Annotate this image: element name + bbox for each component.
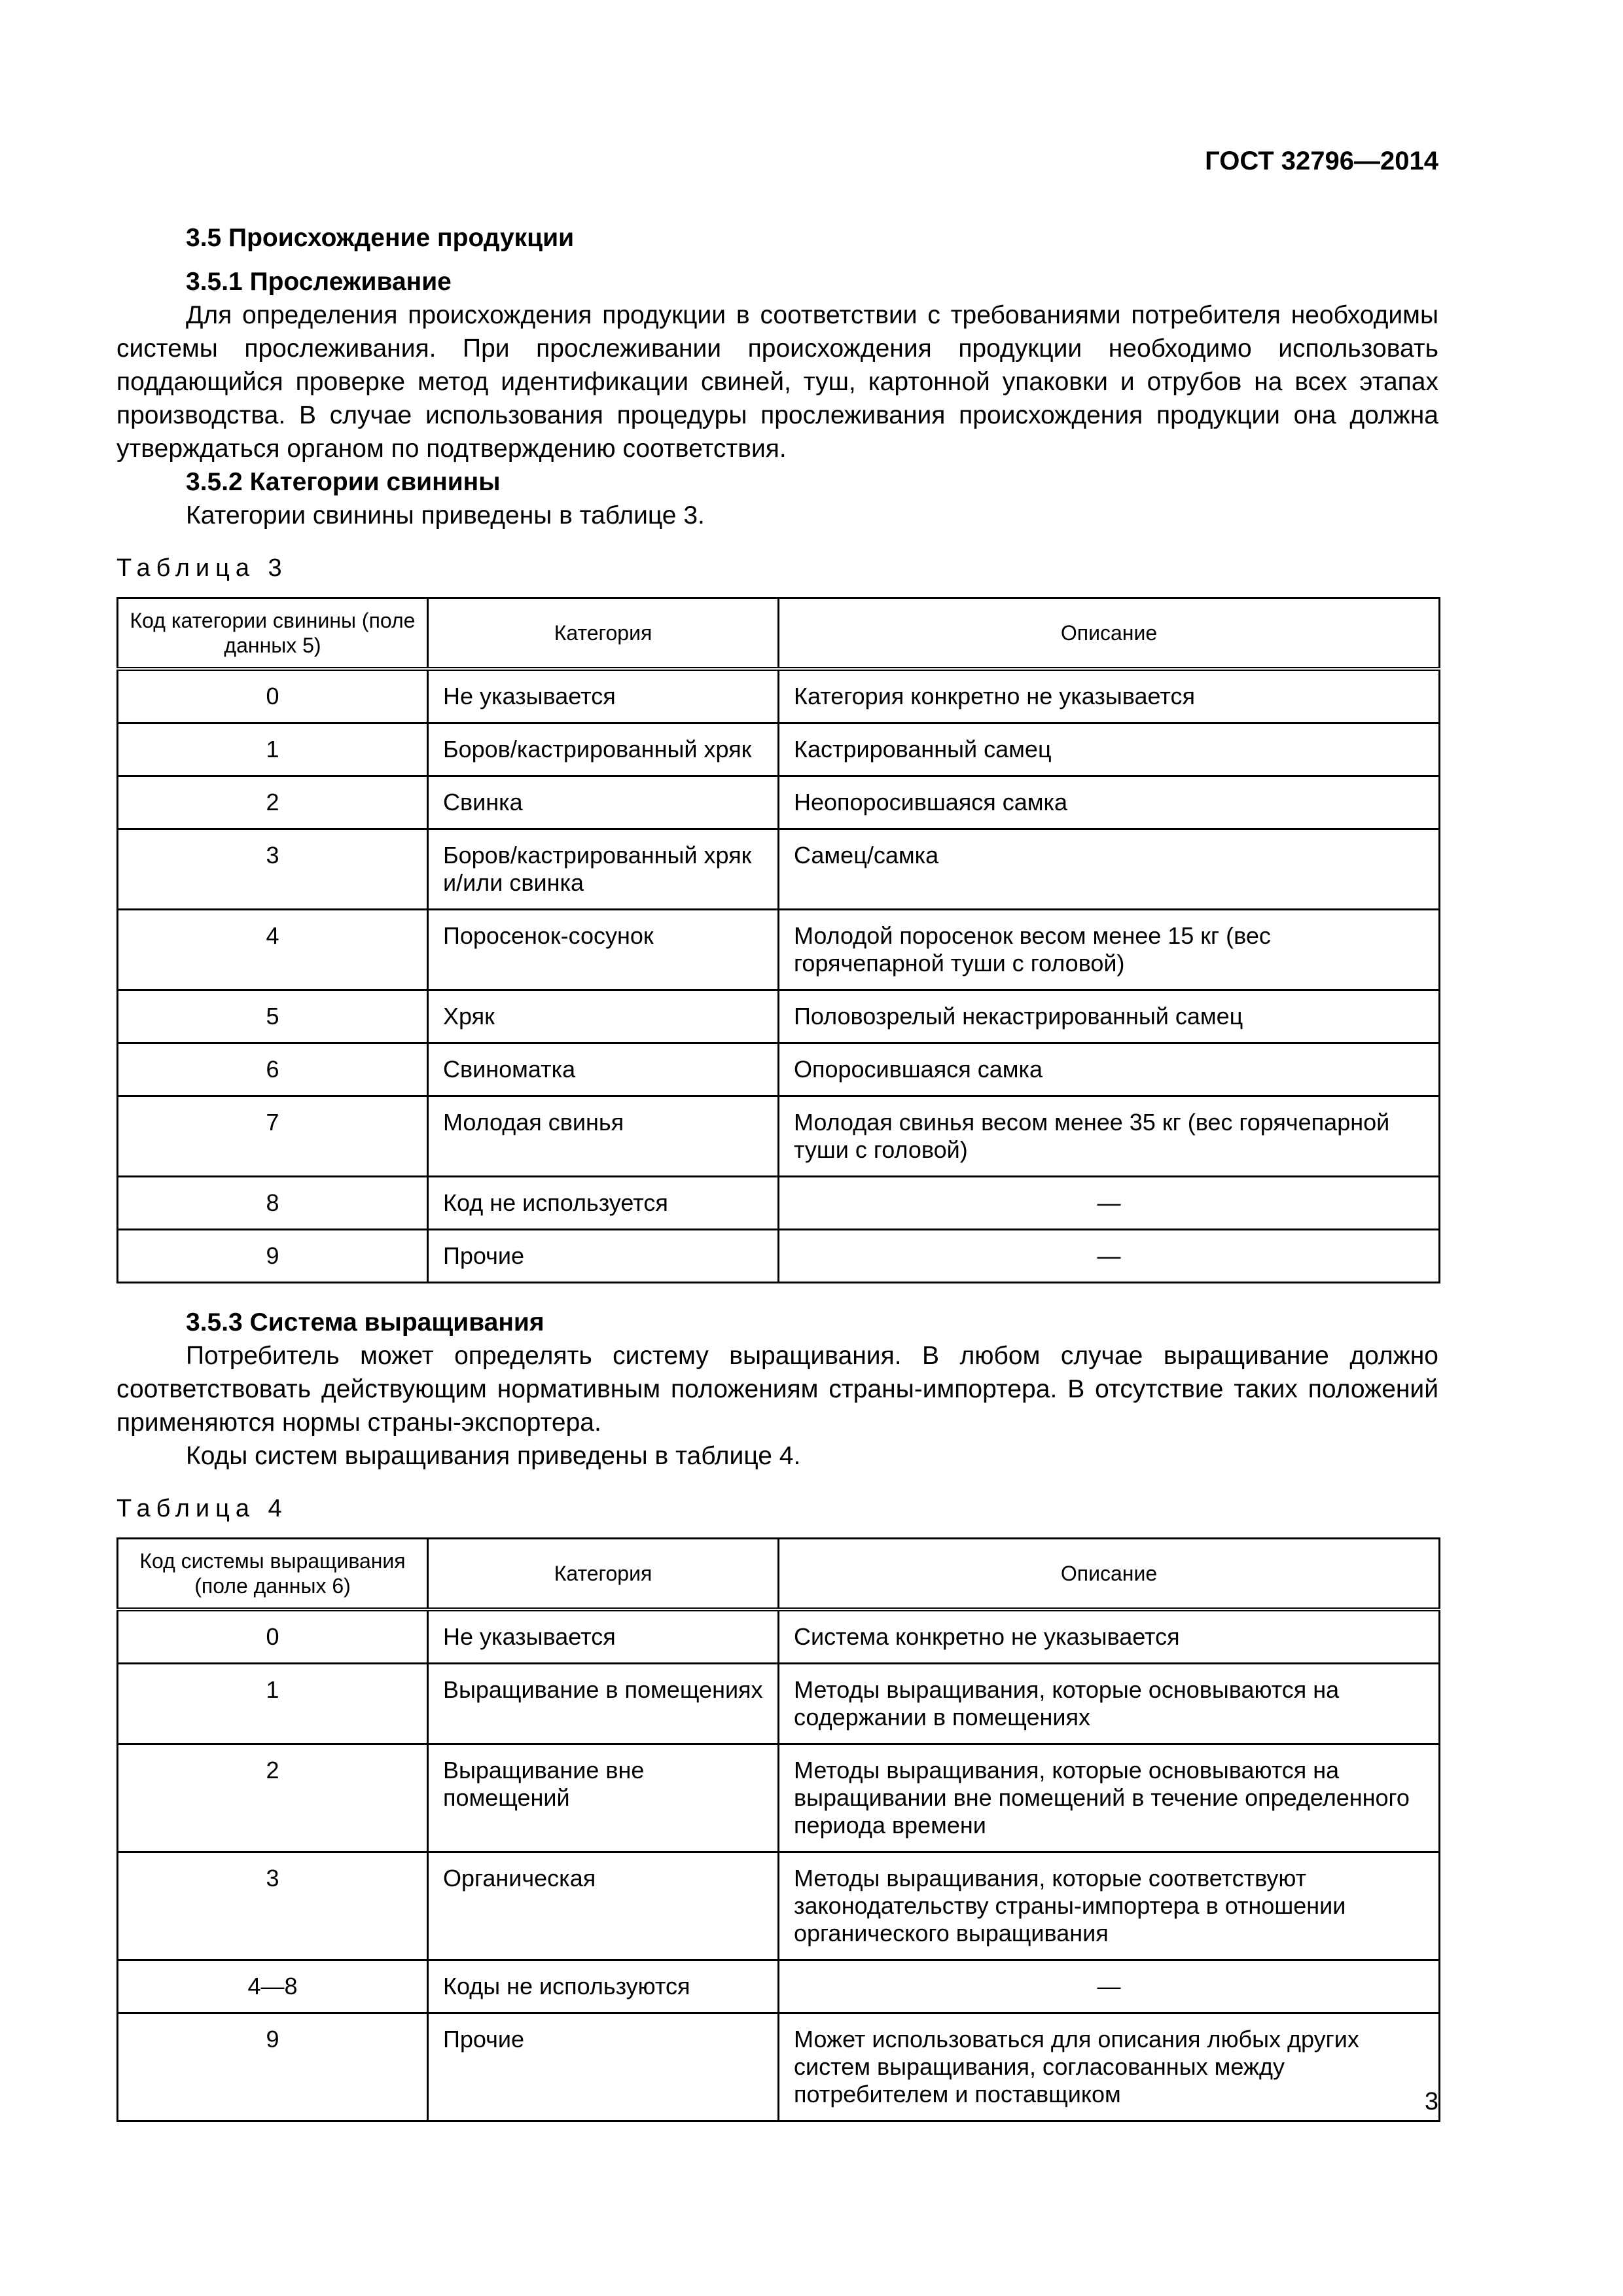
description-cell: Система конкретно не указывается: [779, 1609, 1440, 1664]
table-row: [118, 669, 1440, 723]
table-3-caption: Таблица 3: [116, 554, 288, 582]
table-row: [118, 829, 1440, 910]
description-cell: Методы выращивания, которые основываются на содержании в помещениях: [779, 1664, 1440, 1744]
category-cell: Свиноматка: [428, 1043, 779, 1096]
table-row: [118, 1230, 1440, 1283]
code-cell: 1: [118, 1664, 428, 1744]
category-cell: Свинка: [428, 776, 779, 829]
code-cell: 4: [118, 910, 428, 990]
description-cell: —: [779, 1960, 1440, 2013]
description-cell: Методы выращивания, которые основываются на выращивании вне помещений в течение определенного периода времени: [779, 1744, 1440, 1852]
table-4-caption: Таблица 4: [116, 1495, 288, 1522]
table-row: [118, 1664, 1440, 1744]
section-3-5-1-paragraph: Для определения происхождения продукции в соответствии с требованиями потребителя необходимы системы прослеживания. При прослеживании происхождения продукции необходимо использовать поддающийся проверке метод идентификации свиней, туш, картонной упаковки и отрубов на всех этапах производства. В случае использования процедуры прослеживания происхождения продукции она должна утверждаться органом по подтверждению соответствия.: [116, 301, 1438, 463]
code-cell: 2: [118, 776, 428, 829]
description-cell: Опоросившаяся самка: [779, 1043, 1440, 1096]
description-cell: Самец/самка: [779, 829, 1440, 910]
description-cell: Молодая свинья весом менее 35 кг (вес горячепарной туши с головой): [779, 1096, 1440, 1177]
code-cell: 0: [118, 1609, 428, 1664]
section-3-5-3-paragraph-2: Коды систем выращивания приведены в таблице 4.: [186, 1442, 801, 1470]
category-cell: Молодая свинья: [428, 1096, 779, 1177]
category-cell: Боров/кастрированный хряк: [428, 723, 779, 776]
page-number: 3: [1424, 2088, 1438, 2115]
category-cell: Боров/кастрированный хряк и/или свинка: [428, 829, 779, 910]
column-header-category: Категория: [428, 598, 779, 670]
table-row: [118, 910, 1440, 990]
category-cell: Выращивание в помещениях: [428, 1664, 779, 1744]
category-cell: Не указывается: [428, 669, 779, 723]
category-cell: Код не используется: [428, 1177, 779, 1230]
table-header-row: [118, 1539, 1440, 1610]
table-3: [116, 597, 1440, 1283]
table-row: [118, 1096, 1440, 1177]
category-cell: Не указывается: [428, 1609, 779, 1664]
description-cell: —: [779, 1230, 1440, 1283]
code-cell: 5: [118, 990, 428, 1043]
section-3-5-1-heading: 3.5.1 Прослеживание: [186, 268, 452, 296]
table-row: [118, 1960, 1440, 2013]
description-cell: Кастрированный самец: [779, 723, 1440, 776]
standard-number: ГОСТ 32796—2014: [1205, 147, 1438, 175]
code-cell: 8: [118, 1177, 428, 1230]
table-row: [118, 2013, 1440, 2121]
category-cell: Выращивание вне помещений: [428, 1744, 779, 1852]
description-cell: Молодой поросенок весом менее 15 кг (вес горячепарной туши с головой): [779, 910, 1440, 990]
description-cell: Категория конкретно не указывается: [779, 669, 1440, 723]
column-header-description: Описание: [779, 598, 1440, 670]
table-row: [118, 990, 1440, 1043]
code-cell: 0: [118, 669, 428, 723]
table-row: [118, 1043, 1440, 1096]
document-body: [116, 221, 1438, 2122]
code-cell: 1: [118, 723, 428, 776]
column-header-description: Описание: [779, 1539, 1440, 1610]
table-row: [118, 1177, 1440, 1230]
description-cell: Методы выращивания, которые соответствуют законодательству страны-импортера в отношении органического выращивания: [779, 1852, 1440, 1960]
code-cell: 7: [118, 1096, 428, 1177]
description-cell: Неопоросившаяся самка: [779, 776, 1440, 829]
code-cell: 6: [118, 1043, 428, 1096]
table-4: [116, 1537, 1440, 2122]
table-row: [118, 1609, 1440, 1664]
code-cell: 2: [118, 1744, 428, 1852]
description-cell: Половозрелый некастрированный самец: [779, 990, 1440, 1043]
column-header-code: Код системы выращивания (поле данных 6): [118, 1539, 428, 1610]
category-cell: Органическая: [428, 1852, 779, 1960]
table-row: [118, 1744, 1440, 1852]
table-row: [118, 776, 1440, 829]
code-cell: 3: [118, 1852, 428, 1960]
category-cell: Хряк: [428, 990, 779, 1043]
description-cell: Может использоваться для описания любых других систем выращивания, согласованных между потребителем и поставщиком: [779, 2013, 1440, 2121]
column-header-category: Категория: [428, 1539, 779, 1610]
section-3-5-2-heading: 3.5.2 Категории свинины: [186, 468, 501, 496]
table-row: [118, 1852, 1440, 1960]
section-3-5-2-paragraph: Категории свинины приведены в таблице 3.: [186, 501, 705, 529]
column-header-code: Код категории свинины (поле данных 5): [118, 598, 428, 670]
code-cell: 4—8: [118, 1960, 428, 2013]
section-3-5-heading: 3.5 Происхождение продукции: [186, 224, 575, 252]
table-header-row: [118, 598, 1440, 670]
code-cell: 3: [118, 829, 428, 910]
category-cell: Прочие: [428, 1230, 779, 1283]
table-row: [118, 723, 1440, 776]
section-3-5-3-heading: 3.5.3 Система выращивания: [186, 1308, 544, 1336]
code-cell: 9: [118, 2013, 428, 2121]
category-cell: Прочие: [428, 2013, 779, 2121]
description-cell: —: [779, 1177, 1440, 1230]
category-cell: Поросенок-сосунок: [428, 910, 779, 990]
category-cell: Коды не используются: [428, 1960, 779, 2013]
section-3-5-3-paragraph: Потребитель может определять систему выращивания. В любом случае выращивание должно соответствовать действующим нормативным положениям страны-импортера. В отсутствие таких положений применяются нормы страны-экспортера.: [116, 1342, 1438, 1437]
code-cell: 9: [118, 1230, 428, 1283]
